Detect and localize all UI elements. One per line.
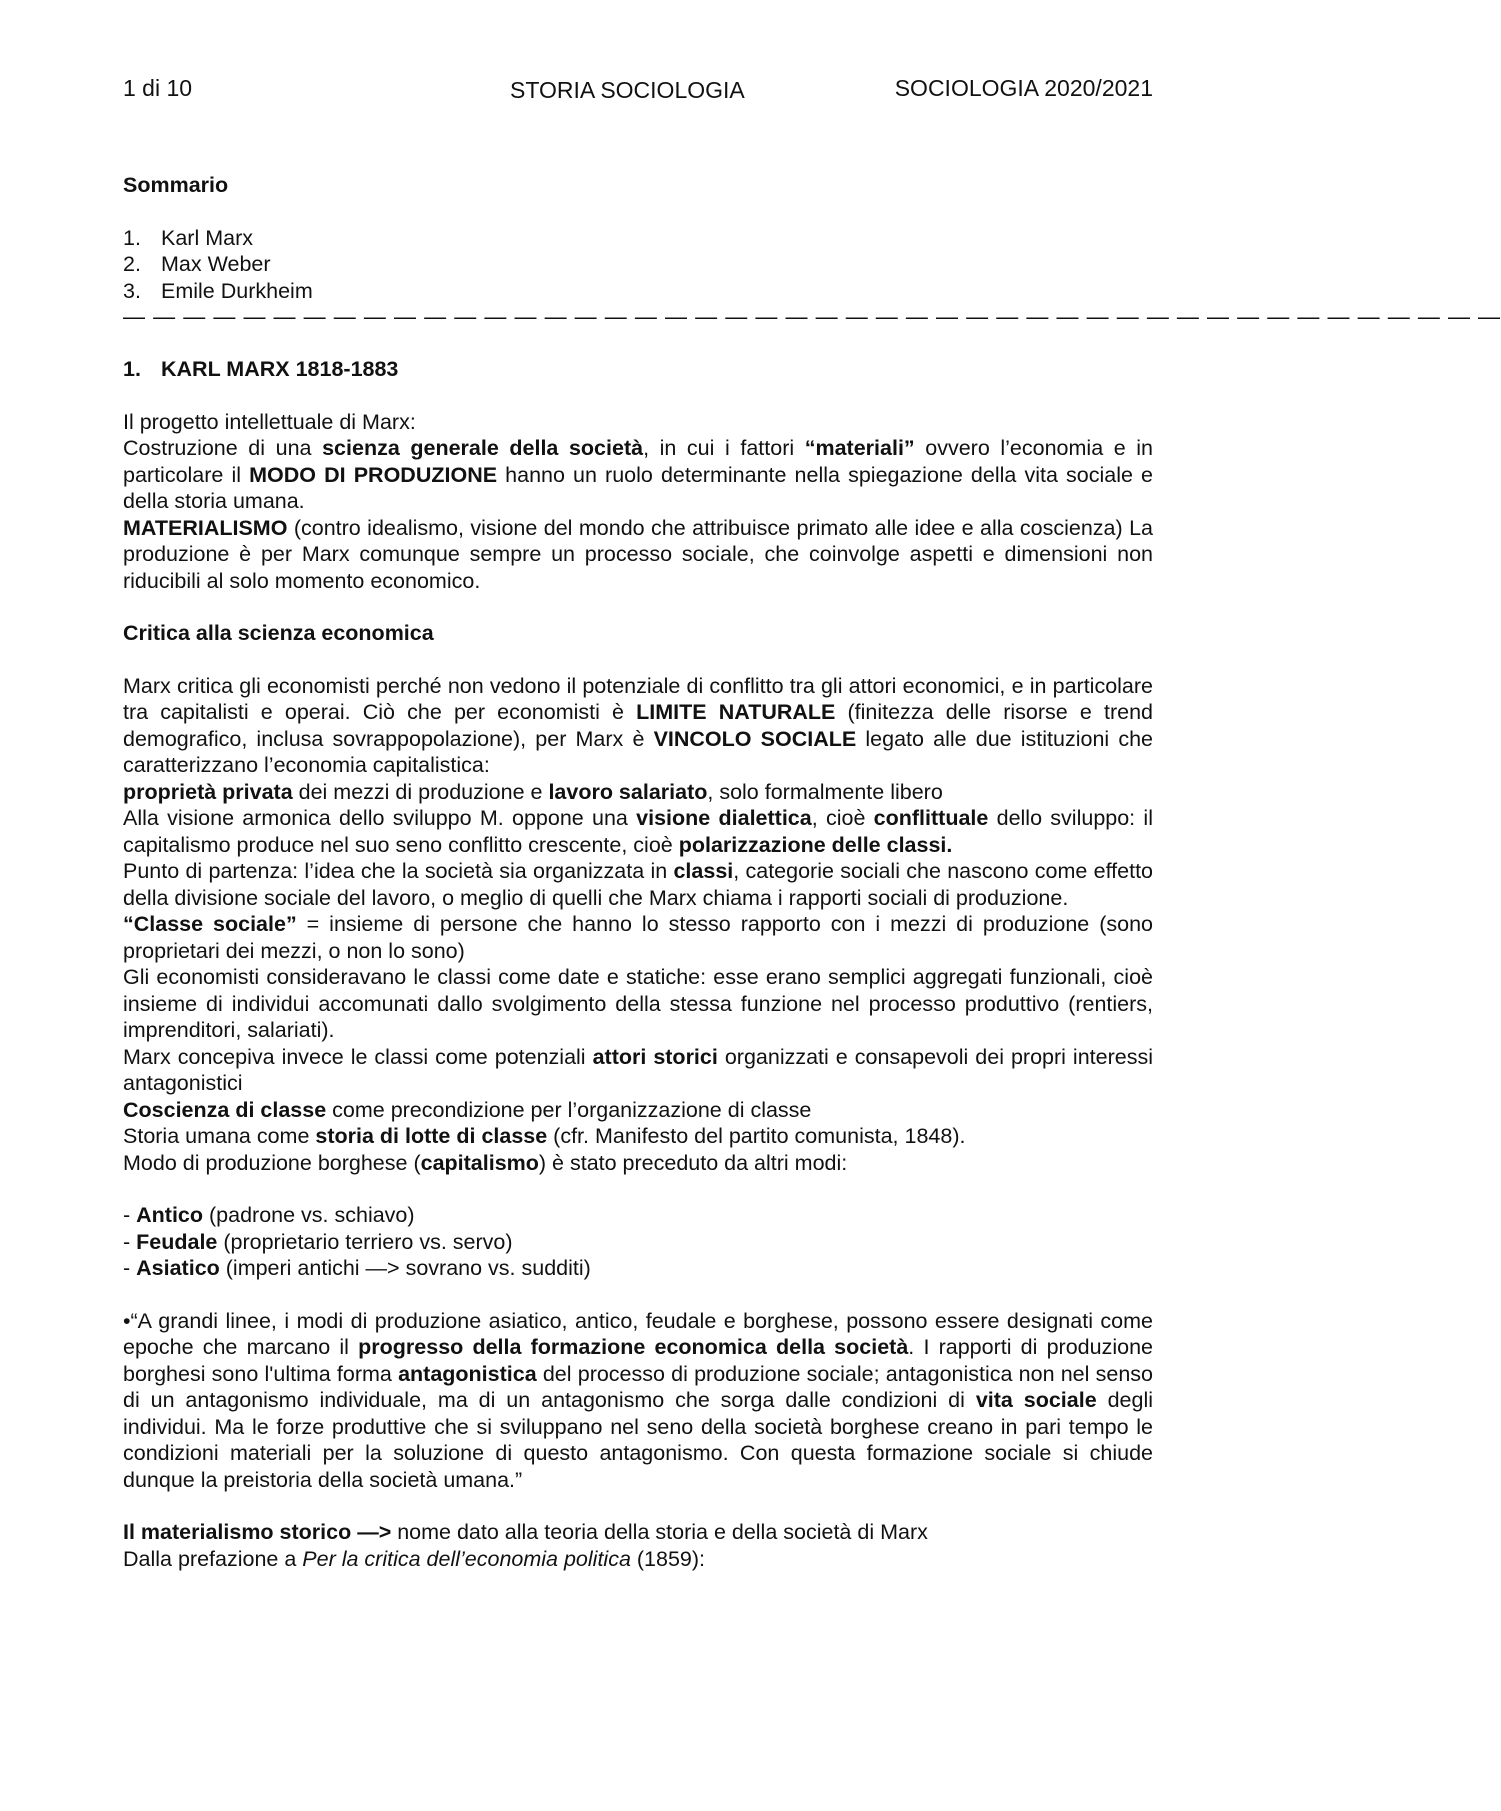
page-header: [123, 75, 1153, 107]
mode-item: - Asiatico (imperi antichi —> sovrano vs. sudditi): [123, 1256, 591, 1280]
summary-item: 1. Karl Marx: [123, 225, 253, 250]
paragraph: Gli economisti consideravano le classi come date e statiche: esse erano semplici aggregati funzionali, cioè insieme di individui accomunati dallo svolgimento della stessa funzione nel processo produttivo (rentiers, imprenditori, salariati).: [123, 965, 1153, 1042]
paragraph: Modo di produzione borghese (capitalismo) è stato preceduto da altri modi:: [123, 1150, 848, 1175]
paragraph: Storia umana come storia di lotte di classe (cfr. Manifesto del partito comunista, 1848).: [123, 1124, 966, 1148]
summary-item: 2. Max Weber: [123, 252, 271, 276]
quote-paragraph: •“A grandi linee, i modi di produzione asiatico, antico, feudale e borghese, possono essere designati come epoche che marcano il progresso della formazione economica della società. I rapporti di produzione borghesi sono l'ultima forma antagonistica del processo di produzione sociale; antagonistica non nel senso di un antagonismo individuale, ma di un antagonismo che sorga dalle condizioni di vita sociale degli individui. Ma le forze produttive che si sviluppano nel seno della società borghese creano in pari tempo le condizioni materiali per la soluzione di questo antagonismo. Con questa formazione sociale si chiude dunque la preistoria della società umana.”: [123, 1308, 1153, 1492]
section-title: 1. KARL MARX 1818-1883: [123, 357, 399, 381]
mode-item: - Antico (padrone vs. schiavo): [123, 1203, 415, 1227]
subsection-title: Critica alla scienza economica: [123, 621, 434, 645]
paragraph: MATERIALISMO (contro idealismo, visione del mondo che attribuisce primato alle idee e alla coscienza) La produzione è per Marx comunque sempre un processo sociale, che coinvolge aspetti e dimensioni non riducibili al solo momento economico.: [123, 515, 1153, 593]
divider: — — — — — — — — — — — — — — — — — — — — — — — — — — — — — — — — — — — — — — — — — — — — — —: [123, 304, 1501, 329]
document-title: STORIA SOCIOLOGIA: [510, 77, 745, 103]
document-body: [123, 172, 1501, 1572]
paragraph: Coscienza di classe come precondizione per l’organizzazione di classe: [123, 1097, 812, 1122]
mode-item: - Feudale (proprietario terriero vs. servo): [123, 1229, 513, 1254]
paragraph: Il materialismo storico —> nome dato alla teoria della storia e della società di Marx: [123, 1520, 928, 1544]
summary-list: [123, 225, 1153, 305]
intro-label: Il progetto intellettuale di Marx:: [123, 409, 416, 434]
summary-item: 3. Emile Durkheim: [123, 278, 313, 303]
paragraph: Alla visione armonica dello sviluppo M. oppone una visione dialettica, cioè conflittuale dello sviluppo: il capitalismo produce nel suo seno conflitto crescente, cioè polarizzazione delle classi.: [123, 806, 1153, 857]
paragraph: Marx critica gli economisti perché non vedono il potenziale di conflitto tra gli attori economici, e in particolare tra capitalisti e operai. Ciò che per economisti è LIMITE NATURALE (finitezza delle risorse e trend demografico, inclusa sovrappopolazione), per Marx è VINCOLO SOCIALE legato alle due istituzioni che caratterizzano l’economia capitalistica:: [123, 673, 1153, 777]
course-label: SOCIOLOGIA 2020/2021: [894, 75, 1153, 101]
summary-title: Sommario: [123, 173, 229, 197]
paragraph: Dalla prefazione a Per la critica dell’economia politica (1859):: [123, 1546, 706, 1571]
paragraph: “Classe sociale” = insieme di persone che hanno lo stesso rapporto con i mezzi di produzione (sono proprietari dei mezzi, o non lo sono): [123, 912, 1153, 963]
page-number: 1 di 10: [123, 75, 193, 101]
paragraph: Punto di partenza: l’idea che la società sia organizzata in classi, categorie sociali che nascono come effetto della divisione sociale del lavoro, o meglio di quelli che Marx chiama i rapporti sociali di produzione.: [123, 859, 1154, 910]
paragraph: proprietà privata dei mezzi di produzione e lavoro salariato, solo formalmente libero: [123, 779, 943, 804]
paragraph: Costruzione di una scienza generale della società, in cui i fattori “materiali” ovvero l’economia e in particolare il MODO DI PRODUZIONE hanno un ruolo determinante nella spiegazione della vita sociale e della storia umana.: [123, 436, 1154, 513]
paragraph: Marx concepiva invece le classi come potenziali attori storici organizzati e consapevoli dei propri interessi antagonistici: [123, 1044, 1153, 1095]
